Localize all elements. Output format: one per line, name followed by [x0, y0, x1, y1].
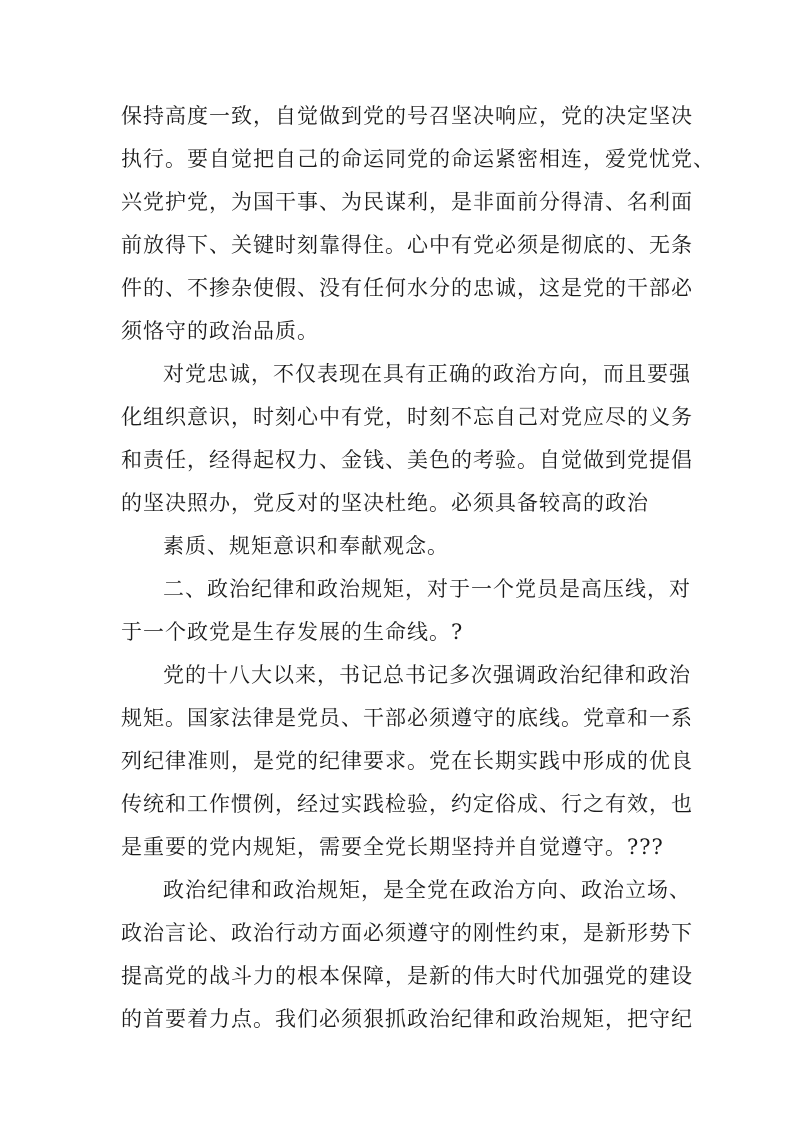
paragraph-line: 是重要的党内规矩，需要全党长期坚持并自觉遵守。??? — [121, 835, 664, 859]
paragraph-line: 列纪律准则，是党的纪律要求。党在长期实践中形成的优良 — [121, 749, 693, 773]
paragraph-line: 前放得下、关键时刻靠得住。心中有党必须是彻底的、无条 — [121, 233, 693, 257]
paragraph-line: 执行。要自觉把自己的命运同党的命运紧密相连，爱党忧党、 — [121, 147, 715, 171]
paragraph-line: 兴党护党，为国干事、为民谋利，是非面前分得清、名利面 — [121, 190, 693, 214]
paragraph-line: 政治言论、政治行动方面必须遵守的刚性约束，是新形势下 — [121, 921, 693, 945]
paragraph-line: 和责任，经得起权力、金钱、美色的考验。自觉做到党提倡 — [121, 448, 693, 472]
paragraph-line: 保持高度一致，自觉做到党的号召坚决响应，党的决定坚决 — [121, 104, 693, 128]
paragraph-line: 传统和工作惯例，经过实践检验，约定俗成、行之有效，也 — [121, 792, 693, 816]
section-heading-line: 于一个政党是生存发展的生命线。? — [121, 620, 464, 644]
paragraph-line: 提高党的战斗力的根本保障，是新的伟大时代加强党的建设 — [121, 964, 693, 988]
paragraph-line: 对党忠诚，不仅表现在具有正确的政治方向，而且要强 — [163, 362, 691, 386]
paragraph-line: 政治纪律和政治规矩，是全党在政治方向、政治立场、 — [163, 878, 691, 902]
paragraph-line: 化组织意识，时刻心中有党，时刻不忘自己对党应尽的义务 — [121, 405, 693, 429]
paragraph-line: 素质、规矩意识和奉献观念。 — [163, 534, 449, 558]
paragraph-line: 件的、不掺杂使假、没有任何水分的忠诚，这是党的干部必 — [121, 276, 693, 300]
paragraph-line: 须恪守的政治品质。 — [121, 319, 319, 343]
paragraph-line: 的首要着力点。我们必须狠抓政治纪律和政治规矩，把守纪 — [121, 1007, 693, 1031]
paragraph-line: 规矩。国家法律是党员、干部必须遵守的底线。党章和一系 — [121, 706, 693, 730]
section-heading-line: 二、政治纪律和政治规矩，对于一个党员是高压线，对 — [163, 577, 691, 601]
paragraph-line: 党的十八大以来，书记总书记多次强调政治纪律和政治 — [163, 663, 691, 687]
paragraph-line: 的坚决照办，党反对的坚决杜绝。必须具备较高的政治 — [121, 491, 649, 515]
